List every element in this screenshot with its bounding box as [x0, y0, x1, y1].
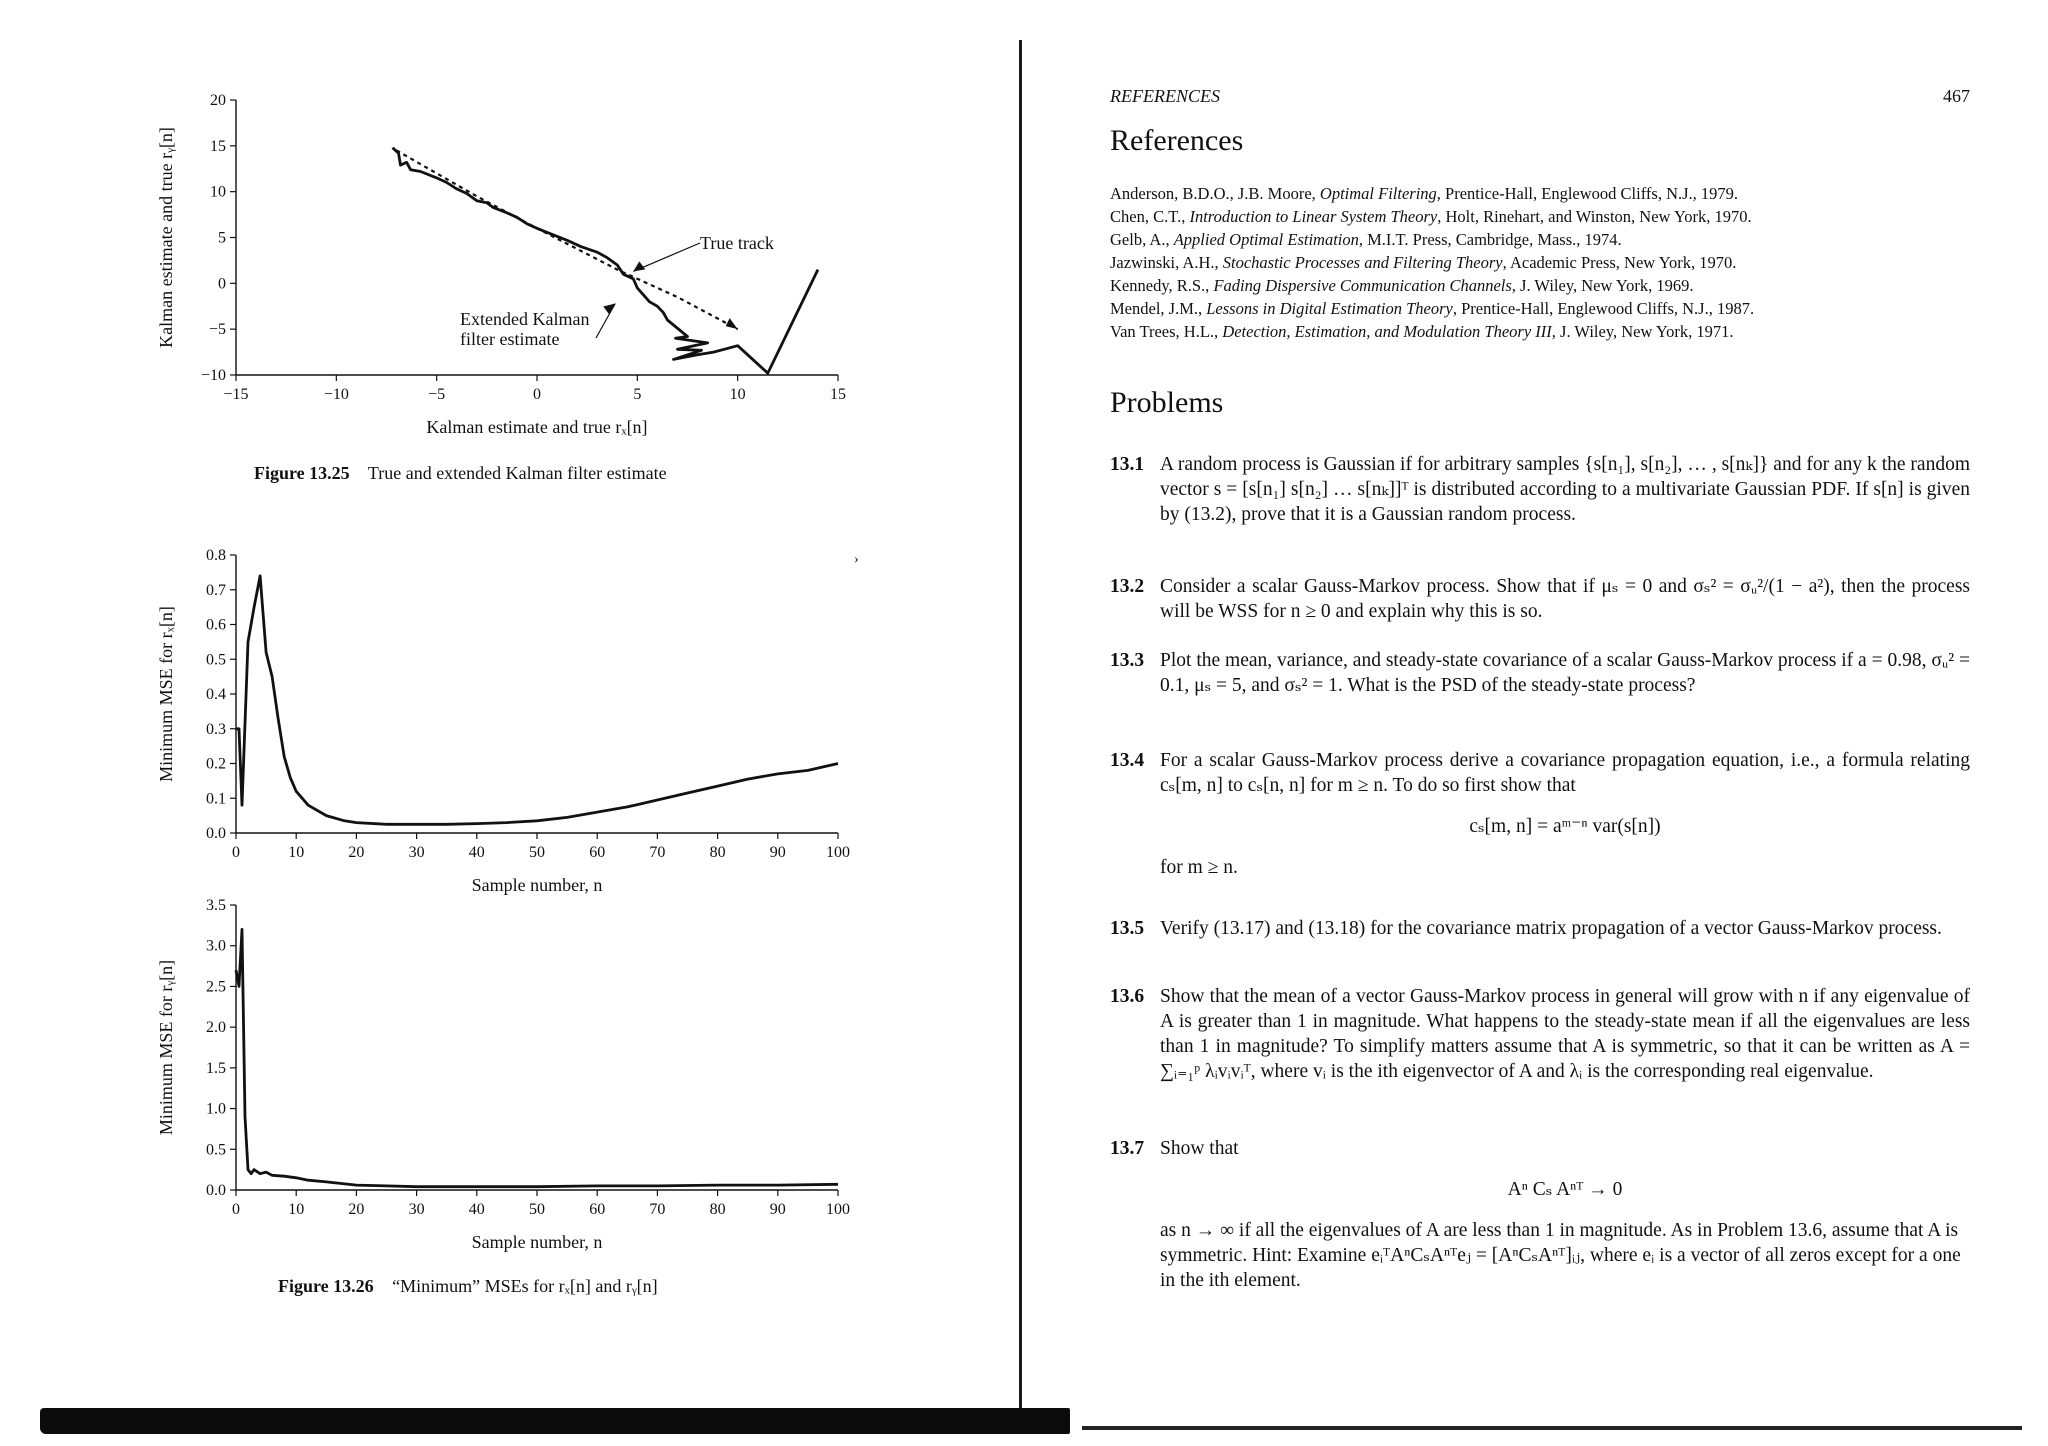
- x-tick-label: 40: [468, 1201, 485, 1218]
- y-tick-label: 0.7: [206, 581, 226, 599]
- x-tick-label: 20: [348, 1201, 365, 1218]
- x-tick-label: 20: [348, 844, 365, 861]
- reference-item: Chen, C.T., Introduction to Linear System Theory, Holt, Rinehart, and Winston, New York, 1970.: [1110, 207, 1752, 226]
- y-tick-label: 10: [210, 183, 226, 201]
- y-tick-label: 5: [218, 229, 226, 247]
- figure-number: Figure 13.26: [278, 1276, 374, 1296]
- running-head: [1110, 86, 1970, 107]
- x-tick-label: 70: [649, 844, 666, 861]
- annotation-arrowhead: [603, 304, 615, 315]
- y-tick-label: 0.4: [206, 686, 226, 703]
- x-tick-label: 80: [709, 1201, 726, 1218]
- x-axis-label: Sample number, n: [471, 875, 603, 895]
- series-line: [236, 929, 838, 1186]
- y-tick-label: 2.0: [206, 1019, 226, 1037]
- x-tick-label: 40: [468, 844, 485, 861]
- problem-text: Plot the mean, variance, and steady-state covariance of a scalar Gauss-Markov process if a = 0.98, σᵤ² = 0.1, μₛ = 5, and σₛ² = 1. What is the PSD of the steady-state process?: [1160, 650, 1970, 696]
- problem-number: 13.1: [1110, 454, 1145, 475]
- reference-item: Mendel, J.M., Lessons in Digital Estimation Theory, Prentice-Hall, Englewood Cliffs, N.J., 1987.: [1110, 299, 1755, 318]
- problem-text: For a scalar Gauss-Markov process derive a covariance propagation equation, i.e., a formula relating cₛ[m, n] to cₛ[n, n] for m ≥ n. To do so first show that: [1160, 750, 1970, 796]
- figure-number: Figure 13.25: [254, 463, 350, 483]
- x-tick-label: 10: [729, 386, 746, 403]
- reference-item: Gelb, A., Applied Optimal Estimation, M.I.T. Press, Cambridge, Mass., 1974.: [1110, 230, 1622, 249]
- references-heading: References: [1110, 124, 1244, 157]
- problem-number: 13.7: [1110, 1138, 1145, 1159]
- scan-shadow-bar: [40, 1408, 1070, 1434]
- x-tick-label: 0: [533, 386, 541, 403]
- y-axis-label: Kalman estimate and true rᵧ[n]: [156, 127, 176, 348]
- problem-continuation: as n → ∞ if all the eigenvalues of A are less than 1 in magnitude. As in Problem 13.6, assume that A is symmetric. Hint: Examine eᵢᵀAⁿCₛAⁿᵀeⱼ = [AⁿCₛAⁿᵀ]ᵢⱼ, where eᵢ is a vector of all zeros except for a one in the ith element.: [1160, 1220, 1961, 1291]
- problem-item: [1110, 574, 1970, 624]
- x-tick-label: −10: [323, 386, 349, 403]
- y-tick-label: −10: [200, 367, 226, 384]
- x-tick-label: 0: [232, 844, 240, 861]
- y-tick-label: 15: [210, 137, 226, 155]
- y-axis-label: Minimum MSE for rₓ[n]: [156, 606, 176, 782]
- x-tick-label: 30: [408, 844, 425, 861]
- problem-number: 13.6: [1110, 986, 1145, 1007]
- figure-caption-text: “Minimum” MSEs for rₓ[n] and rᵧ[n]: [392, 1276, 658, 1296]
- reference-item: Kennedy, R.S., Fading Dispersive Communication Channels, J. Wiley, New York, 1969.: [1110, 276, 1694, 295]
- x-tick-label: 5: [633, 386, 642, 403]
- x-tick-label: 90: [769, 1201, 786, 1218]
- x-tick-label: −15: [223, 386, 249, 403]
- problem-item: [1110, 916, 1970, 941]
- x-tick-label: 90: [769, 844, 786, 861]
- annotation-arrowhead: [633, 261, 645, 271]
- problem-text: A random process is Gaussian if for arbitrary samples {s[n₁], s[n₂], … , s[nₖ]} and for any k the random vector s = [s[n₁] s[n₂] … s[nₖ]]ᵀ is distributed according to a multivariate Gaussian PDF. If s[n] is given by (13.2), prove that it is a Gaussian random process.: [1160, 454, 1970, 525]
- left-page: [0, 0, 1020, 1446]
- right-page: [1030, 0, 2048, 1446]
- reference-item: Anderson, B.D.O., J.B. Moore, Optimal Filtering, Prentice-Hall, Englewood Cliffs, N.J., 1979.: [1110, 184, 1739, 203]
- y-tick-label: 0.5: [206, 651, 226, 669]
- y-tick-label: 0.2: [206, 755, 226, 773]
- y-tick-label: 0.0: [206, 825, 226, 842]
- figure-13-26-bottom-chart: [0, 895, 900, 1255]
- x-tick-label: 80: [709, 844, 726, 861]
- y-tick-label: 0.3: [206, 720, 226, 738]
- references-list: [1110, 182, 1990, 343]
- x-tick-label: 0: [232, 1201, 240, 1218]
- y-tick-label: 0.0: [206, 1182, 226, 1199]
- annotation-ekf-line2: filter estimate: [460, 329, 560, 349]
- y-tick-label: 0.8: [206, 547, 226, 564]
- y-tick-label: 2.5: [206, 978, 226, 996]
- problem-equation: Aⁿ Cₛ Aⁿᵀ → 0: [1507, 1179, 1623, 1200]
- figure-13-26-top-chart: [0, 540, 900, 900]
- problem-item: [1110, 648, 1970, 698]
- problems-heading: Problems: [1110, 386, 1224, 419]
- figure-13-25-caption: [254, 463, 667, 484]
- x-tick-label: −5: [428, 386, 446, 403]
- x-tick-label: 50: [529, 844, 545, 861]
- figure-caption-text: True and extended Kalman filter estimate: [367, 463, 667, 483]
- x-tick-label: 10: [288, 844, 305, 861]
- x-axis-label: Kalman estimate and true rₓ[n]: [426, 417, 648, 437]
- running-head-title: REFERENCES: [1110, 86, 1220, 106]
- reference-item: Jazwinski, A.H., Stochastic Processes and Filtering Theory, Academic Press, New York, 1970.: [1110, 253, 1737, 272]
- x-tick-label: 60: [589, 844, 606, 861]
- problem-text: Show that the mean of a vector Gauss-Markov process in general will grow with n if any eigenvalue of A is greater than 1 in magnitude. What happens to the steady-state mean if all the eigenvalues are less than 1 in magnitude? To simplify matters assume that A is symmetric, so that it can be written as A = ∑ᵢ₌₁ᵖ λᵢvᵢvᵢᵀ, where vᵢ is the ith eigenvector of A and λᵢ is the corresponding real eigenvalue.: [1160, 986, 1970, 1082]
- y-tick-label: 0.5: [206, 1141, 226, 1159]
- y-tick-label: 3.0: [206, 937, 226, 955]
- figure-13-26-caption: [278, 1276, 658, 1297]
- figure-13-25-chart: [0, 70, 900, 450]
- problem-text: Verify (13.17) and (13.18) for the covariance matrix propagation of a vector Gauss-Markov process.: [1160, 918, 1942, 939]
- series-line: [393, 148, 818, 374]
- y-tick-label: 20: [210, 92, 226, 109]
- reference-item: Van Trees, H.L., Detection, Estimation, and Modulation Theory III, J. Wiley, New York, 1971.: [1110, 322, 1734, 341]
- annotation-ekf-line1: Extended Kalman: [460, 309, 590, 329]
- y-tick-label: 1.5: [206, 1059, 226, 1077]
- x-tick-label: 100: [826, 844, 850, 861]
- x-tick-label: 50: [529, 1201, 545, 1218]
- problem-number: 13.4: [1110, 750, 1145, 771]
- x-tick-label: 10: [288, 1201, 305, 1218]
- y-tick-label: 1.0: [206, 1100, 226, 1118]
- problem-number: 13.3: [1110, 650, 1145, 671]
- problem-item: [1110, 452, 1970, 527]
- x-tick-label: 70: [649, 1201, 666, 1218]
- problem-equation: cₛ[m, n] = aᵐ⁻ⁿ var(s[n]): [1469, 816, 1661, 837]
- x-tick-label: 60: [589, 1201, 606, 1218]
- y-tick-label: 0: [218, 275, 226, 293]
- x-tick-label: 30: [408, 1201, 425, 1218]
- true-track-arrowhead: [726, 318, 738, 329]
- y-tick-label: 0.6: [206, 616, 226, 634]
- problem-number: 13.5: [1110, 918, 1145, 939]
- problem-item: [1110, 1136, 1970, 1293]
- problem-text: Consider a scalar Gauss-Markov process. Show that if μₛ = 0 and σₛ² = σᵤ²/(1 − a²), then the process will be WSS for n ≥ 0 and explain why this is so.: [1160, 576, 1970, 622]
- y-tick-label: −5: [208, 321, 226, 339]
- stray-mark: ›: [854, 552, 859, 567]
- y-tick-label: 0.1: [206, 790, 226, 808]
- y-tick-label: 3.5: [206, 897, 226, 914]
- problem-item: [1110, 984, 1970, 1084]
- page-number: 467: [1943, 86, 1970, 106]
- x-tick-label: 100: [826, 1201, 850, 1218]
- book-gutter: [1019, 40, 1022, 1410]
- problem-item: [1110, 748, 1970, 880]
- x-axis-label: Sample number, n: [471, 1232, 603, 1252]
- y-axis-label: Minimum MSE for rᵧ[n]: [156, 959, 176, 1136]
- x-tick-label: 15: [830, 386, 846, 403]
- annotation-true-track: True track: [700, 233, 774, 253]
- series-line: [236, 576, 838, 824]
- problem-continuation: for m ≥ n.: [1160, 857, 1238, 878]
- problem-number: 13.2: [1110, 576, 1145, 597]
- problem-text: Show that: [1160, 1138, 1239, 1159]
